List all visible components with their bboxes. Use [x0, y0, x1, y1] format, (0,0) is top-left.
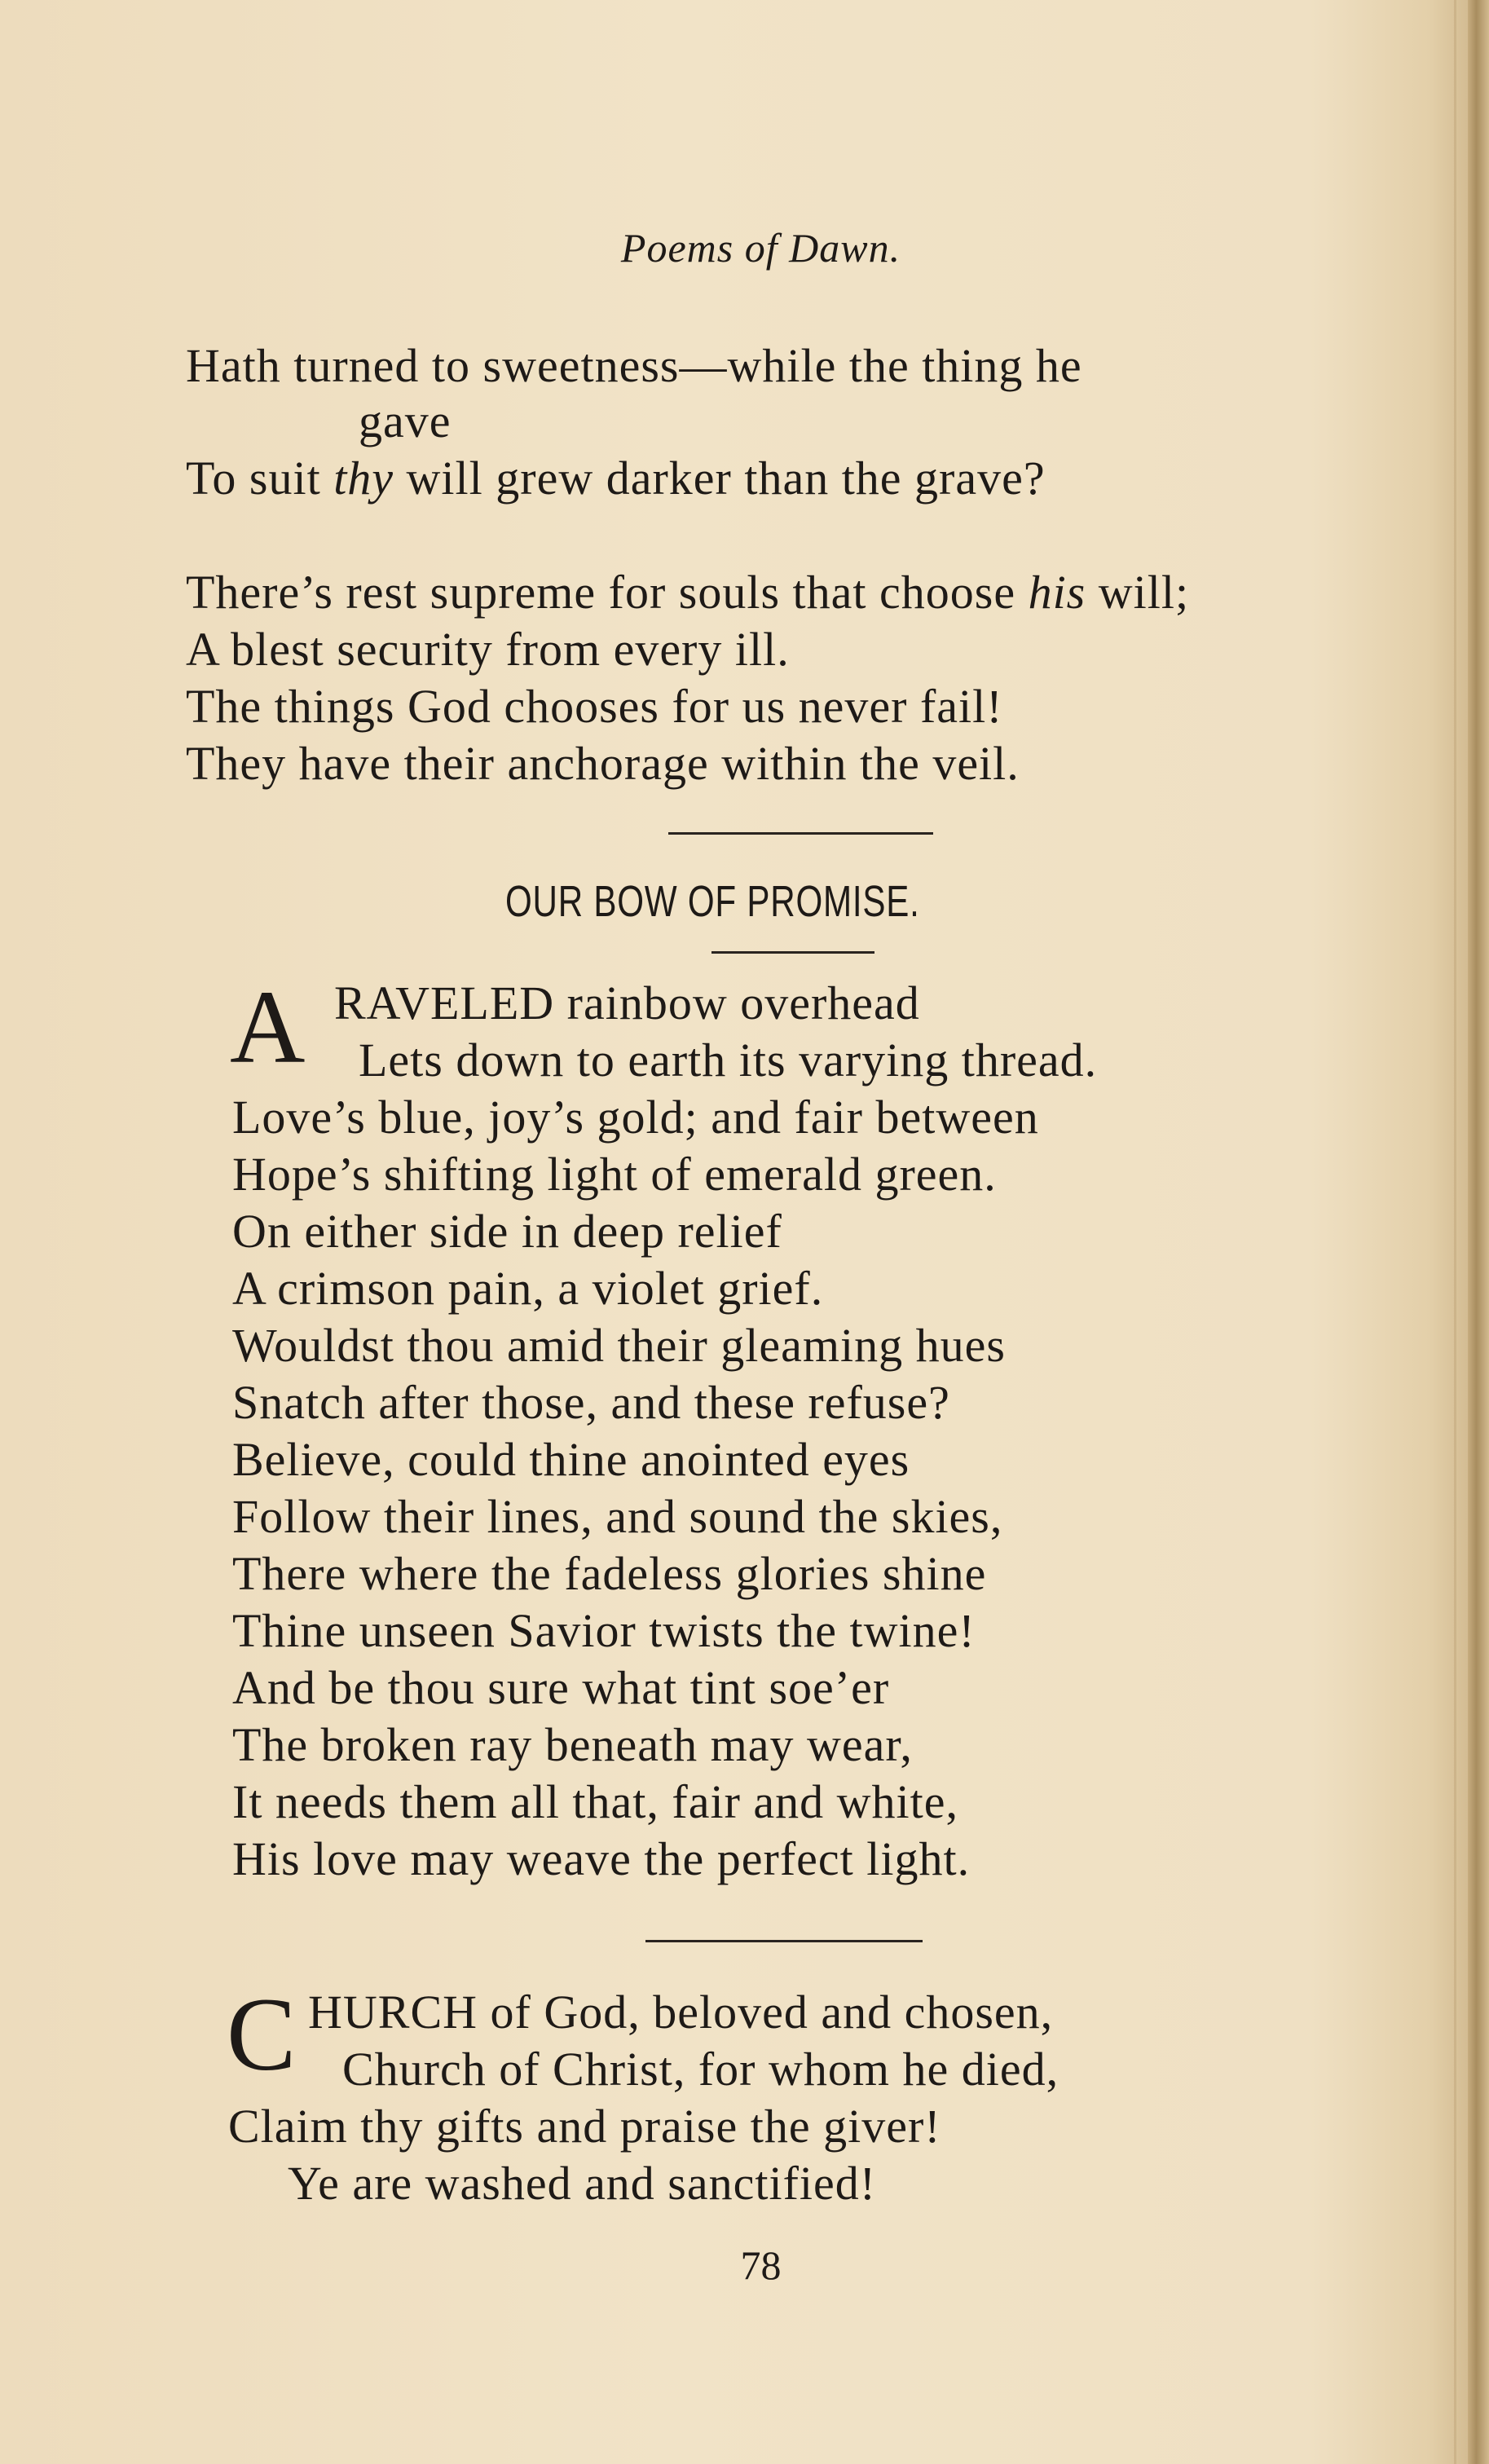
poem-line: RAVELED rainbow overhead — [334, 976, 920, 1029]
poem-line: Claim thy gifts and praise the giver! — [228, 2100, 941, 2153]
poem-line: Hope’s shifting light of emerald green. — [232, 1148, 997, 1201]
poem-line: Snatch after those, and these refuse? — [232, 1376, 950, 1429]
poem-line: Lets down to earth its varying thread. — [359, 1034, 1098, 1087]
poem-line-continuation: gave — [359, 395, 452, 447]
section-divider — [645, 1940, 923, 1942]
poem-line: Follow their lines, and sound the skies, — [232, 1490, 1003, 1543]
page-edge — [1468, 0, 1489, 2464]
poem-line: On either side in deep relief — [232, 1205, 782, 1258]
page-number: 78 — [740, 2242, 782, 2288]
poem-line: Wouldst thou amid their gleaming hues — [232, 1319, 1006, 1372]
poem-line: A crimson pain, a violet grief. — [232, 1262, 824, 1315]
poem-line: Church of Christ, for whom he died, — [342, 2043, 1059, 2096]
poem-line: Love’s blue, joy’s gold; and fair between — [232, 1091, 1039, 1144]
poem-line: A blest security from every ill. — [186, 623, 790, 676]
poem-line: His love may weave the perfect light. — [232, 1832, 971, 1885]
poem-line: It needs them all that, fair and white, — [232, 1775, 958, 1828]
drop-cap: A — [230, 969, 306, 1085]
title-underline — [711, 951, 874, 954]
poem-title: OUR BOW OF PROMISE. — [505, 877, 920, 926]
drop-cap: C — [227, 1977, 297, 2092]
poem-line: Thine unseen Savior twists the twine! — [232, 1604, 976, 1657]
poem-line: Hath turned to sweetness—while the thing he — [186, 339, 1082, 392]
running-header: Poems of Dawn. — [620, 225, 901, 271]
page-edge-shadow — [1454, 0, 1456, 2464]
poem-line: And be thou sure what tint soe’er — [232, 1661, 890, 1714]
poem-line: They have their anchorage within the veil. — [186, 737, 1020, 790]
poem-line: The things God chooses for us never fail! — [186, 680, 1003, 733]
poem-line: There’s rest supreme for souls that choose his will; — [186, 566, 1190, 619]
poem-line: Ye are washed and sanctified! — [288, 2157, 877, 2210]
poem-line: Believe, could thine anointed eyes — [232, 1433, 910, 1486]
poem-line: The broken ray beneath may wear, — [232, 1718, 913, 1771]
poem-line: To suit thy will grew darker than the grave? — [186, 452, 1046, 505]
poem-line: HURCH of God, beloved and chosen, — [308, 1986, 1054, 2039]
section-divider — [668, 832, 933, 835]
poem-line: There where the fadeless glories shine — [232, 1547, 987, 1600]
